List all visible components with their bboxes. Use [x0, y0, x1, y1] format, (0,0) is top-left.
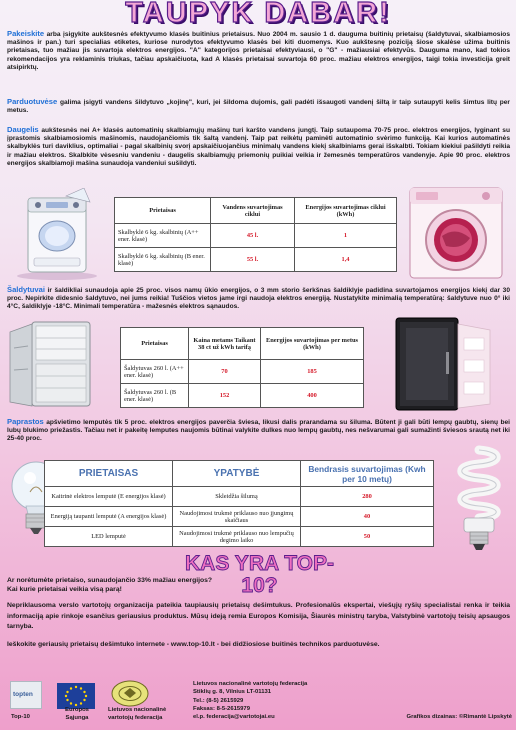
- fridge-text: ir šaldikliai sunaudoja apie 25 proc. visos namų ūkio energijos, o 3 mm storio šerkšnas šaldiklyje padidina suvartojamos energijos kiekį dar 30 proc. Nepirkite didesnio šaldytuvo, nei jums reikia! Tuščios vietos jame irgi naudoja elektros energiją. Nustatykite minimalią temperatūrą: šaldytuve nuo 0° iki 4°C, šaldiklyje -18°C. Minimali temperatūra - mažesnės elektros sąnaudos.: [7, 287, 510, 311]
- table-row: [45, 487, 434, 507]
- address-line: Lietuvos nacionalinė vartotojų federacija: [193, 681, 308, 687]
- top10-question2: Kai kurie prietaisai veikia visą parą!: [7, 586, 122, 593]
- fridge-header-price: Kaina metams Taikant 38 ct už kWh tarifą: [189, 328, 261, 360]
- washing-machine-front-loader-image: [402, 186, 508, 282]
- lamps-lead: Paprastos: [7, 417, 44, 426]
- fridge-row2-energy: 400: [261, 384, 364, 408]
- top10-search: Ieškokite geriausių prietaisų dešimtuko internete - www.top-10.lt - bei didžiosiose buitinės technikos parduotuvėse.: [7, 641, 380, 648]
- washing-row2-water: 55 l.: [211, 248, 295, 272]
- intro-lead: Pakeiskite: [7, 29, 45, 38]
- address-line: Tel.: (8-5) 2615929: [193, 697, 244, 704]
- washing-row1-water: 45 l.: [211, 224, 295, 248]
- lamps-row2-device: Energiją taupanti lemputė (A energijos klasė): [45, 507, 173, 527]
- lamps-row2-value: 40: [301, 507, 434, 527]
- fridge-table: [120, 327, 364, 408]
- eu-label: Europos Sąjunga: [65, 707, 89, 721]
- topten-logo-text: topten: [13, 691, 33, 698]
- address-line: Stiklių g. 8, Vilnius LT-01131: [193, 689, 272, 696]
- table-row: [115, 248, 397, 272]
- table-header-row: [115, 198, 397, 224]
- fridge-row1-price: 70: [189, 360, 261, 384]
- washing-table: [114, 197, 397, 272]
- fridge-open-image: [6, 318, 104, 412]
- fridge-row1-energy: 185: [261, 360, 364, 384]
- table-header-row: [121, 328, 364, 360]
- topten-label: Top-10: [11, 714, 30, 720]
- top10-question1: Ar norėtumėte prietaiso, sunaudojančio 33% mažiau energijos?: [7, 577, 213, 584]
- energy-saving-bulb-image: [444, 442, 514, 560]
- washing-header-energy: Energijos suvartojimas ciklui (kWh): [295, 198, 397, 224]
- washing-row1-device: Skalbyklė 6 kg. skalbinių (A++ ener. klasė): [115, 224, 211, 248]
- lamps-table: [44, 460, 434, 547]
- email-link[interactable]: el.p. federacija@vartotojai.eu: [193, 714, 275, 721]
- lamps-row2-feature: Naudojimosi trukmė priklauso nuo įjungimų skaičiaus: [173, 507, 301, 527]
- fridge-paragraph: [7, 286, 510, 312]
- lamps-header-device: PRIETAISAS: [45, 461, 173, 487]
- table-row: [121, 384, 364, 408]
- fridge-row2-device: Šaldytuvas 260 l. (B ener. klasė): [121, 384, 189, 408]
- washing-row2-energy: 1,4: [295, 248, 397, 272]
- washing-paragraph: [7, 126, 510, 168]
- address-line: Faksas: 8-5-2615979: [193, 705, 250, 712]
- fridge-lead: Šaldytuvai: [7, 285, 45, 294]
- top10-heading: KAS YRA TOP-10?: [185, 552, 334, 597]
- washing-text: aukštesnės nei A+ klasės automatinių skalbiamųjų mašinų turi karšto vandens jungtį. Taip sutaupoma 70-75 proc. elektros energijos, lyginant su įprastomis skalbiamosiomis mašinomis, naudojančiomis tik šaltą vandenį. Taip pat reikėtų paminėti automatinio svėrimo funkciją. Kai kurios automatinės skalbyklės turi daviklius, optimaliai - pagal skalbinių svorį apskaičiuojančius minimalų vandens kiekį skalbiniams gerai išskalbti. Tokiam kiekiui pašildyti reikia ir mažiau elektros. Skalbkite vėsesniu vandeniu - daugelis skalbiamųjų priemonių puikiai veikia ir žemesnės temperatūros vandenyje. Apie 90 proc. elektros energijos skalbiamoji mašina sunaudoja vandeniui sušildyti.: [7, 127, 510, 167]
- lamps-row3-device: LED lemputė: [45, 527, 173, 547]
- fridge-row1-device: Šaldytuvas 260 l. (A++ ener. klasė): [121, 360, 189, 384]
- design-credit: Grafikos dizainas: ©Rimantė Lipskytė: [406, 714, 512, 720]
- lamps-header-consumption: Bendrasis suvartojimas (Kwh per 10 metų): [301, 461, 434, 487]
- stores-text: galima įsigyti vandens šildytuvo „kojinę", kuri, jei šildoma dujomis, gali padėti išsaugoti vandenį šiltą ir taip sutaupyti kelis šimtus litų per metus.: [7, 99, 510, 115]
- intro-text: arba įsigykite aukštesnės efektyvumo klasės buitinius prietaisus. Nuo 2004 m. sausio 1 d. dauguma buitinių prietaisų (šaldytuvai, skalbiamosios mašinos ir pan.) turi specialias etiketes, kuriose nurodytos efektyvumo klasės bei kiti duomenys. Kuo aukštesnę poziciją šiose skalėse užima buitinis prietaisas, tuo mažiau jis suvartoja elektros energijos. "A" kategorijos prietaisai efektyviausi, o "G" - mažiausiai efektyvūs. Dauguma mano, kad tokios rekomendacijos yra reklaminis triukas, tačiau apskaičiuota, kad A klasės prietaisai suvartoja 60 proc. mažiau elektros energijos, taigi tokia investicija greit atsipirktų.: [7, 31, 510, 71]
- table-row: [45, 527, 434, 547]
- washing-lead: Daugelis: [7, 125, 39, 134]
- topten-logo: [10, 681, 42, 709]
- fridge-row2-price: 152: [189, 384, 261, 408]
- stores-paragraph: [7, 98, 510, 115]
- lamps-paragraph: [7, 418, 510, 444]
- lamps-row1-feature: Skleidžia šilumą: [173, 487, 301, 507]
- washing-header-device: Prietaisas: [115, 198, 211, 224]
- fridge-header-energy: Energijos suvartojimas per metus (kWh): [261, 328, 364, 360]
- lamps-row3-feature: Naudojimosi trukmė priklauso nuo lempučių degimo laiko: [173, 527, 301, 547]
- lamps-header-feature: YPATYBĖ: [173, 461, 301, 487]
- federation-logo: [111, 680, 149, 707]
- washing-row1-energy: 1: [295, 224, 397, 248]
- lamps-row1-value: 280: [301, 487, 434, 507]
- table-row: [45, 507, 434, 527]
- top10-body: Nepriklausoma verslo vartotojų organizacija pateikia taupiausių prietaisų dešimtukus. Profesionalūs ekspertai, viešųjų ryšių specialistai renka ir teikia informaciją apie rinkoje esančius geriausius produktus. Mūsų ideją remia Europos Komisija, Šiaurės ministrų taryba, Valstybinė vartotojų teisių apsaugos tarnyba.: [7, 602, 510, 630]
- table-header-row: [45, 461, 434, 487]
- fridge-black-image: [380, 316, 510, 414]
- intro-paragraph: [7, 30, 510, 72]
- lamps-row1-device: Kaitrinė elektros lemputė (E energijos klasė): [45, 487, 173, 507]
- fridge-header-device: Prietaisas: [121, 328, 189, 360]
- lamps-text: apšvietimo lemputės tik 5 proc. elektros energijos paverčia šviesa, likusi dalis prarandama su šiluma. Būtent ji gali būti lempų gaubtų, sienų bei lubų blukimo priežastis. Tačiau net ir pakeitę lemputes naujomis būtinai valykite dulkes nuo lempų gaubtų, nes nešvarumai gali sumažinti šviesos srautą net iki 25-40 proc.: [7, 419, 510, 443]
- eu-flag-logo: [57, 683, 95, 709]
- federation-label: Lietuvos nacionalinė vartotojų federacija: [108, 707, 167, 721]
- table-row: [121, 360, 364, 384]
- address-block: [193, 680, 323, 721]
- washing-header-water: Vandens suvartojimas ciklui: [211, 198, 295, 224]
- table-row: [115, 224, 397, 248]
- washing-machine-top-loader-image: [14, 188, 100, 280]
- washing-row2-device: Skalbyklė 6 kg. skalbinių (B ener. klasė): [115, 248, 211, 272]
- stores-lead: Parduotuvėse: [7, 97, 58, 106]
- page-title: TAUPYK DABAR!: [125, 0, 391, 29]
- lamps-row3-value: 50: [301, 527, 434, 547]
